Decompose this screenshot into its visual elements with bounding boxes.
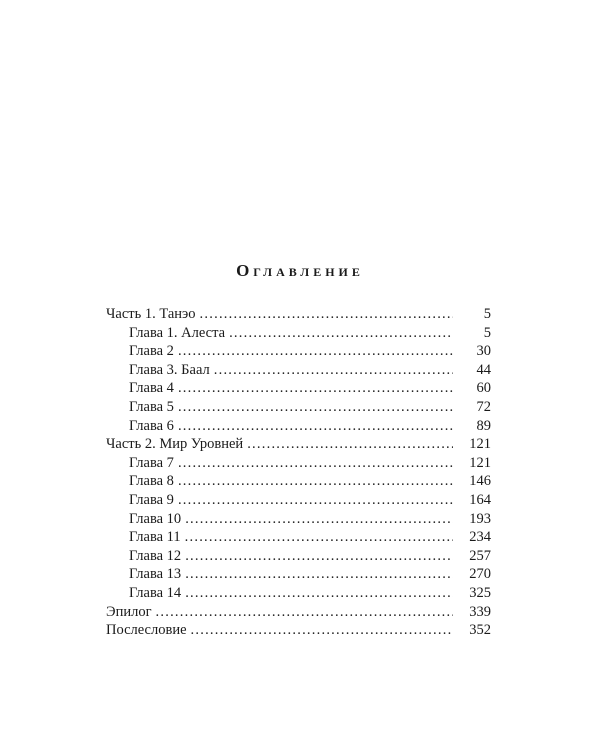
dot-leader bbox=[178, 472, 453, 491]
toc-entry-label: Глава 1. Алеста bbox=[129, 324, 226, 341]
toc-entry-label: Послесловие bbox=[106, 622, 187, 639]
toc-entry-page: 44 bbox=[476, 361, 491, 378]
toc-entry bbox=[106, 379, 491, 398]
dot-leader bbox=[229, 324, 453, 343]
toc-entry-label: Глава 8 bbox=[129, 473, 174, 490]
toc-entry-page: 339 bbox=[469, 603, 491, 620]
toc-entry-label: Глава 12 bbox=[129, 547, 182, 564]
toc-entry-label: Глава 11 bbox=[129, 529, 181, 546]
toc-entry-page: 257 bbox=[469, 547, 491, 564]
toc-entry-label: Глава 9 bbox=[129, 491, 174, 508]
dot-leader bbox=[247, 435, 453, 454]
toc-entry-label: Глава 4 bbox=[129, 380, 174, 397]
toc-entry-page: 146 bbox=[469, 473, 491, 490]
toc-entry bbox=[106, 435, 491, 454]
toc-entry bbox=[106, 398, 491, 417]
toc-entry-label: Часть 1. Танэо bbox=[106, 306, 196, 322]
dot-leader bbox=[178, 491, 453, 510]
toc-entry-page: 5 bbox=[483, 306, 491, 322]
toc-entry-page: 164 bbox=[469, 491, 491, 508]
dot-leader bbox=[185, 547, 453, 566]
dot-leader bbox=[185, 510, 453, 529]
toc-entry bbox=[106, 361, 491, 380]
page-title: Оглавление bbox=[236, 261, 364, 280]
toc-entry-page: 121 bbox=[469, 454, 491, 471]
dot-leader bbox=[185, 565, 453, 584]
dot-leader bbox=[156, 603, 453, 622]
toc-entry bbox=[106, 472, 491, 491]
toc-entry bbox=[106, 510, 491, 529]
toc-entry-page: 5 bbox=[483, 324, 491, 341]
toc-entry-label: Глава 5 bbox=[129, 398, 174, 415]
toc-entry bbox=[106, 603, 491, 622]
toc-entry-page: 270 bbox=[469, 566, 491, 583]
dot-leader bbox=[185, 528, 453, 547]
dot-leader bbox=[191, 621, 453, 640]
dot-leader bbox=[178, 417, 453, 436]
toc-entry-label: Глава 2 bbox=[129, 343, 174, 360]
toc-entry-label: Глава 10 bbox=[129, 510, 182, 527]
dot-leader bbox=[178, 398, 453, 417]
toc-entry bbox=[106, 528, 491, 547]
dot-leader bbox=[178, 342, 453, 361]
toc-entry-label: Глава 14 bbox=[129, 584, 182, 601]
toc-entry bbox=[106, 547, 491, 566]
dot-leader bbox=[178, 379, 453, 398]
toc-entry bbox=[106, 491, 491, 510]
toc-entry-label: Глава 13 bbox=[129, 566, 182, 583]
toc-entry bbox=[106, 342, 491, 361]
dot-leader bbox=[185, 584, 453, 603]
toc-entry-label: Глава 3. Баал bbox=[129, 361, 210, 378]
toc-entry-label: Глава 7 bbox=[129, 454, 174, 471]
toc-entry-page: 352 bbox=[469, 622, 491, 639]
toc-entry bbox=[106, 305, 491, 324]
toc-entry-page: 89 bbox=[476, 417, 491, 434]
toc-entry bbox=[106, 584, 491, 603]
toc-entry-label: Часть 2. Мир Уровней bbox=[106, 436, 244, 453]
dot-leader bbox=[200, 305, 453, 324]
dot-leader bbox=[178, 454, 453, 473]
dot-leader bbox=[214, 361, 453, 380]
toc-entry-label: Глава 6 bbox=[129, 417, 174, 434]
toc-entry-page: 121 bbox=[469, 436, 491, 453]
toc-entry bbox=[106, 565, 491, 584]
toc-entry-page: 325 bbox=[469, 584, 491, 601]
toc-entry bbox=[106, 417, 491, 436]
toc-entry bbox=[106, 621, 491, 640]
toc-entry-label: Эпилог bbox=[106, 603, 152, 620]
toc-entry bbox=[106, 454, 491, 473]
toc-entry bbox=[106, 324, 491, 343]
toc-entry-page: 60 bbox=[476, 380, 491, 397]
toc-entry-page: 234 bbox=[469, 529, 491, 546]
toc-entry-page: 193 bbox=[469, 510, 491, 527]
toc-entry-page: 72 bbox=[476, 398, 491, 415]
toc-entry-page: 30 bbox=[476, 343, 491, 360]
table-of-contents bbox=[106, 305, 491, 640]
